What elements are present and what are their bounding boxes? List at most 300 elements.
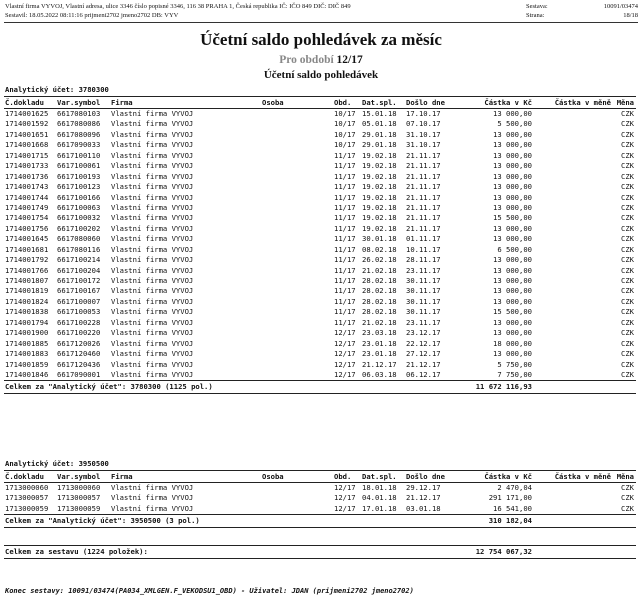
cell-dspl: 26.02.18 [362, 255, 397, 265]
table-row [4, 266, 636, 276]
cell-vs: 6617100166 [57, 192, 101, 202]
cell-firma: Vlastní firma VYVOJ [111, 307, 194, 317]
cell-obd: 12/17 [334, 359, 356, 369]
cell-mena: CZK [621, 140, 634, 150]
cell-vs: 6617100228 [57, 317, 101, 327]
column-header-vs: Var.symbol [57, 98, 101, 107]
cell-dspl: 15.01.18 [362, 109, 397, 118]
cell-obd: 11/17 [334, 286, 356, 296]
cell-firma: Vlastní firma VYVOJ [111, 296, 194, 306]
cell-obd: 12/17 [334, 338, 356, 348]
cell-czk: 7 750,00 [497, 369, 532, 379]
cell-mena: CZK [621, 202, 634, 212]
cell-czk: 13 000,00 [493, 255, 532, 265]
cell-firma: Vlastní firma VYVOJ [111, 317, 194, 327]
cell-doslo: 30.11.17 [406, 276, 441, 285]
cell-doslo: 21.11.17 [406, 171, 441, 181]
cell-doc: 1714001794 [5, 317, 49, 327]
section-label: Analytický účet: 3950500 [5, 459, 109, 468]
cell-mena: CZK [621, 119, 634, 129]
page-number: 18/18 [623, 12, 638, 19]
cell-czk: 6 500,00 [497, 244, 532, 254]
table-row [4, 328, 636, 338]
cell-doslo: 30.11.17 [406, 286, 441, 296]
table-row [4, 493, 636, 503]
table-row [4, 339, 636, 349]
cell-doslo: 31.10.17 [406, 140, 441, 150]
cell-dspl: 29.01.18 [362, 129, 397, 139]
column-header-osoba: Osoba [262, 472, 284, 481]
cell-mena: CZK [621, 369, 634, 379]
table-row [4, 360, 636, 370]
cell-czk: 13 000,00 [493, 129, 532, 139]
cell-vs: 6617100202 [57, 223, 101, 233]
table-row [4, 151, 636, 161]
column-header-cmena: Částka v měně [554, 98, 611, 107]
cell-doslo: 07.10.17 [406, 119, 441, 129]
cell-dspl: 28.02.18 [362, 296, 397, 306]
cell-doslo: 01.11.17 [406, 234, 441, 244]
cell-czk: 13 000,00 [493, 223, 532, 233]
cell-obd: 11/17 [334, 182, 356, 192]
cell-vs: 6617100123 [57, 182, 101, 192]
cell-doc: 1714001592 [5, 119, 49, 129]
cell-mena: CZK [621, 296, 634, 306]
cell-mena: CZK [621, 129, 634, 139]
cell-czk: 15 500,00 [493, 213, 532, 223]
cell-vs: 6617100193 [57, 171, 101, 181]
cell-doslo: 06.12.17 [406, 369, 441, 379]
cell-doc: 1714001819 [5, 286, 49, 296]
cell-firma: Vlastní firma VYVOJ [111, 244, 194, 254]
cell-doc: 1713000060 [5, 483, 49, 492]
cell-obd: 12/17 [334, 503, 356, 513]
cell-obd: 12/17 [334, 493, 356, 503]
cell-obd: 12/17 [334, 369, 356, 379]
section-total-label: Celkem za "Analytický účet": 3950500 (3 pol.) [5, 516, 200, 526]
cell-dspl: 19.02.18 [362, 150, 397, 160]
cell-mena: CZK [621, 213, 634, 223]
table-row [4, 349, 636, 359]
cell-czk: 13 000,00 [493, 328, 532, 338]
cell-dspl: 19.02.18 [362, 223, 397, 233]
cell-firma: Vlastní firma VYVOJ [111, 109, 194, 118]
column-header-doc: Č.dokladu [5, 98, 44, 107]
cell-mena: CZK [621, 359, 634, 369]
period [0, 54, 642, 66]
cell-firma: Vlastní firma VYVOJ [111, 338, 194, 348]
cell-obd: 11/17 [334, 265, 356, 275]
cell-obd: 11/17 [334, 150, 356, 160]
cell-obd: 11/17 [334, 317, 356, 327]
cell-firma: Vlastní firma VYVOJ [111, 369, 194, 379]
cell-doslo: 21.11.17 [406, 161, 441, 171]
cell-czk: 13 000,00 [493, 234, 532, 244]
cell-czk: 13 000,00 [493, 317, 532, 327]
cell-czk: 13 000,00 [493, 202, 532, 212]
column-header-doslo: Došlo dne [406, 472, 445, 481]
cell-vs: 6617100063 [57, 202, 101, 212]
column-header-czk: Částka v Kč [484, 98, 532, 107]
cell-firma: Vlastní firma VYVOJ [111, 503, 194, 513]
table-row [4, 140, 636, 150]
cell-doslo: 21.12.17 [406, 493, 441, 503]
report-header-right [526, 2, 638, 20]
column-header-mena: Měna [616, 472, 634, 481]
table-row [4, 297, 636, 307]
column-header-dspl: Dat.spl. [362, 98, 397, 107]
cell-obd: 10/17 [334, 129, 356, 139]
cell-obd: 11/17 [334, 202, 356, 212]
company-line: Vlastní firma VYVOJ, Vlastní adresa, ulice 3346 číslo popisné 3346, 116 38 PRAHA 1, Česká republika IČ: IČO 849 DIČ: DIČ 849 [5, 3, 351, 10]
cell-dspl: 04.01.18 [362, 493, 397, 503]
section-total-row [4, 380, 636, 394]
cell-dspl: 08.02.18 [362, 244, 397, 254]
cell-czk: 15 500,00 [493, 307, 532, 317]
cell-doslo: 22.12.17 [406, 338, 441, 348]
section-table [4, 96, 636, 394]
cell-vs: 6617100110 [57, 150, 101, 160]
cell-mena: CZK [621, 223, 634, 233]
cell-doc: 1714001743 [5, 182, 49, 192]
cell-vs: 6617100214 [57, 255, 101, 265]
cell-doc: 1714001756 [5, 223, 49, 233]
table-row [4, 255, 636, 265]
cell-czk: 13 000,00 [493, 182, 532, 192]
report-footer: Konec sestavy: 10091/03474(PA034_XMLGEN.F_VEKODSU1_OBD) - Uživatel: JDAN (prijmeni2702 jmeno2702) [5, 587, 414, 595]
cell-doc: 1714001645 [5, 234, 49, 244]
table-row [4, 109, 636, 119]
table-row [4, 130, 636, 140]
cell-vs: 6617080096 [57, 129, 101, 139]
page-label: Strana: [526, 12, 545, 19]
report-title: Účetní saldo pohledávek za měsíc [200, 30, 442, 49]
cell-czk: 13 000,00 [493, 349, 532, 359]
grand-total-row [4, 545, 636, 559]
cell-firma: Vlastní firma VYVOJ [111, 255, 194, 265]
table-row [4, 234, 636, 244]
cell-doc: 1714001625 [5, 109, 49, 118]
cell-obd: 11/17 [334, 307, 356, 317]
table-row [4, 203, 636, 213]
cell-mena: CZK [621, 182, 634, 192]
cell-doc: 1714001807 [5, 276, 49, 285]
cell-firma: Vlastní firma VYVOJ [111, 129, 194, 139]
cell-doc: 1714001681 [5, 244, 49, 254]
report-subtitle: Účetní saldo pohledávek [263, 69, 379, 81]
table-row [4, 370, 636, 380]
table-row [4, 119, 636, 129]
cell-firma: Vlastní firma VYVOJ [111, 359, 194, 369]
cell-dspl: 18.01.18 [362, 483, 397, 492]
cell-dspl: 28.02.18 [362, 286, 397, 296]
cell-mena: CZK [621, 503, 634, 513]
cell-czk: 16 541,00 [493, 503, 532, 513]
cell-doslo: 10.11.17 [406, 244, 441, 254]
cell-mena: CZK [621, 150, 634, 160]
cell-dspl: 29.01.18 [362, 140, 397, 150]
cell-czk: 13 000,00 [493, 109, 532, 118]
cell-doslo: 27.12.17 [406, 349, 441, 359]
cell-firma: Vlastní firma VYVOJ [111, 493, 194, 503]
cell-czk: 13 000,00 [493, 265, 532, 275]
column-header-cmena: Částka v měně [554, 472, 611, 481]
table-row [4, 307, 636, 317]
cell-vs: 6617080060 [57, 234, 101, 244]
period-label: Pro období [279, 54, 334, 66]
cell-doslo: 21.11.17 [406, 192, 441, 202]
cell-obd: 11/17 [334, 192, 356, 202]
grand-total-label: Celkem za sestavu (1224 položek): [5, 547, 148, 556]
cell-mena: CZK [621, 265, 634, 275]
cell-obd: 10/17 [334, 140, 356, 150]
table-row [4, 483, 636, 493]
cell-obd: 11/17 [334, 161, 356, 171]
cell-czk: 13 000,00 [493, 140, 532, 150]
cell-vs: 6617090033 [57, 140, 101, 150]
cell-czk: 13 000,00 [493, 286, 532, 296]
cell-mena: CZK [621, 349, 634, 359]
cell-mena: CZK [621, 493, 634, 503]
column-header-firma: Firma [111, 98, 133, 107]
table-header [4, 96, 636, 109]
cell-doc: 1713000057 [5, 493, 49, 503]
cell-mena: CZK [621, 255, 634, 265]
cell-obd: 11/17 [334, 255, 356, 265]
cell-vs: 1713000057 [57, 493, 101, 503]
table-row [4, 213, 636, 223]
cell-vs: 6617100032 [57, 213, 101, 223]
table-row [4, 318, 636, 328]
cell-doc: 1714001838 [5, 307, 49, 317]
table-row [4, 193, 636, 203]
cell-dspl: 19.02.18 [362, 171, 397, 181]
section-label: Analytický účet: 3780300 [5, 85, 109, 94]
column-header-czk: Částka v Kč [484, 472, 532, 481]
column-header-vs: Var.symbol [57, 472, 101, 481]
cell-firma: Vlastní firma VYVOJ [111, 202, 194, 212]
table-row [4, 224, 636, 234]
cell-doslo: 29.12.17 [406, 483, 441, 492]
cell-dspl: 06.03.18 [362, 369, 397, 379]
cell-mena: CZK [621, 338, 634, 348]
cell-vs: 6617120026 [57, 338, 101, 348]
cell-vs: 6617100204 [57, 265, 101, 275]
cell-doc: 1714001668 [5, 140, 49, 150]
cell-doc: 1714001846 [5, 369, 49, 379]
cell-dspl: 23.01.18 [362, 349, 397, 359]
cell-dspl: 21.02.18 [362, 317, 397, 327]
table-row [4, 161, 636, 171]
cell-doc: 1714001885 [5, 338, 49, 348]
table-row [4, 276, 636, 286]
cell-czk: 13 000,00 [493, 192, 532, 202]
cell-dspl: 23.03.18 [362, 328, 397, 338]
cell-firma: Vlastní firma VYVOJ [111, 140, 194, 150]
column-header-obd: Obd. [334, 472, 352, 481]
cell-firma: Vlastní firma VYVOJ [111, 213, 194, 223]
cell-dspl: 19.02.18 [362, 192, 397, 202]
section-total-amount: 310 182,04 [488, 516, 532, 526]
cell-vs: 6617100053 [57, 307, 101, 317]
cell-doslo: 21.11.17 [406, 202, 441, 212]
cell-doc: 1714001715 [5, 150, 49, 160]
cell-obd: 10/17 [334, 109, 356, 118]
cell-dspl: 21.12.17 [362, 359, 397, 369]
cell-mena: CZK [621, 161, 634, 171]
cell-firma: Vlastní firma VYVOJ [111, 161, 194, 171]
cell-vs: 6617080086 [57, 119, 101, 129]
cell-czk: 5 500,00 [497, 119, 532, 129]
cell-doc: 1714001744 [5, 192, 49, 202]
table-row [4, 182, 636, 192]
cell-vs: 1713000059 [57, 503, 101, 513]
cell-dspl: 19.02.18 [362, 213, 397, 223]
column-header-firma: Firma [111, 472, 133, 481]
cell-firma: Vlastní firma VYVOJ [111, 349, 194, 359]
cell-dspl: 19.02.18 [362, 202, 397, 212]
cell-obd: 11/17 [334, 223, 356, 233]
section-total-row [4, 514, 636, 528]
cell-dspl: 23.01.18 [362, 338, 397, 348]
cell-firma: Vlastní firma VYVOJ [111, 328, 194, 338]
cell-doc: 1714001792 [5, 255, 49, 265]
cell-obd: 11/17 [334, 296, 356, 306]
cell-doslo: 23.12.17 [406, 328, 441, 338]
cell-doc: 1714001883 [5, 349, 49, 359]
cell-firma: Vlastní firma VYVOJ [111, 483, 194, 492]
table-header [4, 470, 636, 483]
cell-vs: 6617120436 [57, 359, 101, 369]
cell-doslo: 28.11.17 [406, 255, 441, 265]
cell-mena: CZK [621, 171, 634, 181]
cell-czk: 291 171,00 [488, 493, 532, 503]
cell-mena: CZK [621, 286, 634, 296]
compiled-line: Sestavil: 18.05.2022 08:11:16 prijmeni2702 jmeno2702 DB: VYV [5, 12, 179, 19]
cell-obd: 12/17 [334, 483, 356, 492]
cell-vs: 1713000060 [57, 483, 101, 492]
cell-dspl: 21.02.18 [362, 265, 397, 275]
grand-total-amount: 12 754 067,32 [475, 547, 532, 556]
report-header-left [5, 2, 351, 20]
cell-firma: Vlastní firma VYVOJ [111, 171, 194, 181]
cell-dspl: 05.01.18 [362, 119, 397, 129]
cell-mena: CZK [621, 109, 634, 118]
cell-vs: 6617100061 [57, 161, 101, 171]
cell-mena: CZK [621, 244, 634, 254]
cell-doslo: 23.11.17 [406, 317, 441, 327]
cell-doslo: 21.11.17 [406, 223, 441, 233]
cell-vs: 6617080103 [57, 109, 101, 118]
section-table [4, 470, 636, 528]
cell-dspl: 30.01.18 [362, 234, 397, 244]
cell-mena: CZK [621, 307, 634, 317]
report-label: Sestava: [526, 3, 548, 10]
cell-vs: 6617100007 [57, 296, 101, 306]
section-total-label: Celkem za "Analytický účet": 3780300 (1125 pol.) [5, 382, 213, 392]
report-number: 10091/03474 [603, 3, 638, 10]
cell-doc: 1714001651 [5, 129, 49, 139]
cell-czk: 13 000,00 [493, 296, 532, 306]
cell-mena: CZK [621, 234, 634, 244]
cell-firma: Vlastní firma VYVOJ [111, 286, 194, 296]
column-header-mena: Měna [616, 98, 634, 107]
cell-doc: 1714001733 [5, 161, 49, 171]
cell-doc: 1714001736 [5, 171, 49, 181]
cell-firma: Vlastní firma VYVOJ [111, 182, 194, 192]
cell-vs: 6617100167 [57, 286, 101, 296]
cell-doslo: 31.10.17 [406, 129, 441, 139]
cell-doc: 1714001900 [5, 328, 49, 338]
cell-obd: 12/17 [334, 349, 356, 359]
cell-dspl: 28.02.18 [362, 307, 397, 317]
cell-czk: 2 470,04 [497, 483, 532, 492]
cell-vs: 6617100220 [57, 328, 101, 338]
table-row [4, 504, 636, 514]
cell-doslo: 21.11.17 [406, 182, 441, 192]
cell-doslo: 03.01.18 [406, 503, 441, 513]
cell-doc: 1714001749 [5, 202, 49, 212]
cell-obd: 11/17 [334, 234, 356, 244]
cell-doc: 1714001859 [5, 359, 49, 369]
cell-doslo: 30.11.17 [406, 296, 441, 306]
cell-dspl: 19.02.18 [362, 182, 397, 192]
column-header-obd: Obd. [334, 98, 352, 107]
cell-obd: 11/17 [334, 276, 356, 285]
table-row [4, 172, 636, 182]
cell-czk: 13 000,00 [493, 161, 532, 171]
cell-czk: 13 000,00 [493, 276, 532, 285]
cell-czk: 13 000,00 [493, 171, 532, 181]
column-header-doc: Č.dokladu [5, 472, 44, 481]
section-total-amount: 11 672 116,93 [475, 382, 532, 392]
cell-doslo: 21.12.17 [406, 359, 441, 369]
cell-vs: 6617080116 [57, 244, 101, 254]
cell-czk: 5 750,00 [497, 359, 532, 369]
cell-obd: 10/17 [334, 119, 356, 129]
cell-vs: 6617120460 [57, 349, 101, 359]
period-value: 12/17 [336, 54, 363, 66]
cell-dspl: 17.01.18 [362, 503, 397, 513]
cell-firma: Vlastní firma VYVOJ [111, 276, 194, 285]
cell-mena: CZK [621, 192, 634, 202]
cell-dspl: 28.02.18 [362, 276, 397, 285]
cell-mena: CZK [621, 328, 634, 338]
header-divider [4, 22, 638, 23]
column-header-osoba: Osoba [262, 98, 284, 107]
cell-firma: Vlastní firma VYVOJ [111, 234, 194, 244]
cell-doc: 1713000059 [5, 503, 49, 513]
cell-obd: 12/17 [334, 328, 356, 338]
cell-firma: Vlastní firma VYVOJ [111, 265, 194, 275]
cell-firma: Vlastní firma VYVOJ [111, 192, 194, 202]
column-header-dspl: Dat.spl. [362, 472, 397, 481]
cell-mena: CZK [621, 483, 634, 492]
column-header-doslo: Došlo dne [406, 98, 445, 107]
table-row [4, 286, 636, 296]
cell-czk: 13 000,00 [493, 150, 532, 160]
cell-vs: 6617090001 [57, 369, 101, 379]
cell-doslo: 21.11.17 [406, 213, 441, 223]
cell-obd: 11/17 [334, 213, 356, 223]
cell-mena: CZK [621, 317, 634, 327]
cell-mena: CZK [621, 276, 634, 285]
cell-doc: 1714001766 [5, 265, 49, 275]
cell-obd: 11/17 [334, 244, 356, 254]
cell-doslo: 17.10.17 [406, 109, 441, 118]
cell-dspl: 19.02.18 [362, 161, 397, 171]
cell-vs: 6617100172 [57, 276, 101, 285]
